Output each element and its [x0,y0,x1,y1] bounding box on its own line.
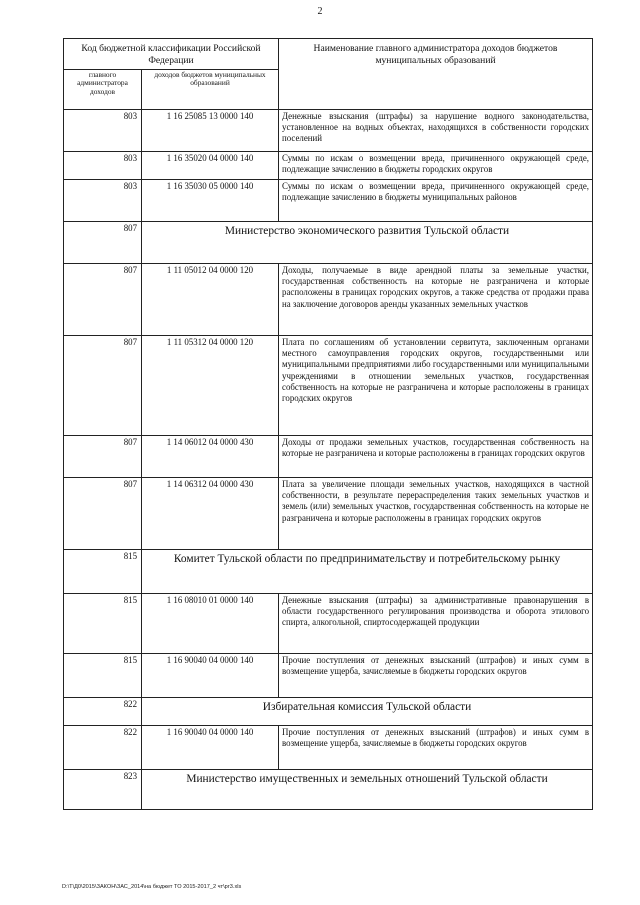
income-name-cell: Доходы, получаемые в виде арендной платы за земельные участки, государственная собственность на которые не разграничена и которые расположены в границах городских округов, а также средства от продажи права на заключение договоров аренды указанных земельных участков [279,263,593,335]
income-name-cell: Доходы от продажи земельных участков, государственная собственность на которые не разграничена и которые расположены в границах городских округов [279,435,593,477]
table-row [64,725,593,769]
admin-code-cell: 815 [64,549,142,593]
section-row [64,697,593,725]
table-row [64,179,593,221]
admin-code-cell: 803 [64,109,142,151]
footer-file-path: D:\Т\Д0\2015\ЗАКОН\ЗАС_2014\на бюджет ТО 2015-2017_2 чт\рг3.xls [62,884,242,890]
classification-code-cell: 1 16 08010 01 0000 140 [142,593,279,653]
table-row [64,435,593,477]
section-row [64,549,593,593]
table-row [64,151,593,179]
section-title: Министерство имущественных и земельных отношений Тульской области [142,769,593,809]
income-subheader: доходов бюджетов муниципальных образований [142,69,279,109]
admin-code-cell: 807 [64,435,142,477]
section-row [64,221,593,263]
name-header: Наименование главного администратора доходов бюджетов муниципальных образований [279,39,593,110]
classification-code-cell: 1 11 05012 04 0000 120 [142,263,279,335]
section-title: Избирательная комиссия Тульской области [142,697,593,725]
admin-code-cell: 823 [64,769,142,809]
budget-classification-table [63,38,593,810]
table-body [64,109,593,809]
admin-code-cell: 822 [64,697,142,725]
income-name-cell: Прочие поступления от денежных взысканий (штрафов) и иных сумм в возмещение ущерба, зачисляемые в бюджеты городских округов [279,725,593,769]
section-row [64,769,593,809]
income-name-cell: Плата по соглашениям об установлении сервитута, заключенным органами местного самоуправления городских округов, государственными или муниципальными предприятиями либо государственными или муниципальными учреждениями в отношении земельных участков, государственная собственность на которые не разграничена и которые расположены в границах городских округов [279,335,593,435]
table-row [64,263,593,335]
page-number: 2 [317,6,323,17]
admin-code-cell: 803 [64,151,142,179]
admin-code-cell: 822 [64,725,142,769]
income-name-cell: Денежные взыскания (штрафы) за нарушение водного законодательства, установленное на водных объектах, находящихся в собственности городских поселений [279,109,593,151]
admin-code-cell: 815 [64,653,142,697]
table-row [64,477,593,549]
income-name-cell: Денежные взыскания (штрафы) за административные правонарушения в области государственного регулирования производства и оборота этилового спирта, алкогольной, спиртосодержащей продукции [279,593,593,653]
admin-subheader: главного администратора доходов [64,69,142,109]
classification-code-cell: 1 16 90040 04 0000 140 [142,653,279,697]
admin-code-cell: 807 [64,477,142,549]
classification-code-cell: 1 16 25085 13 0000 140 [142,109,279,151]
table-row [64,593,593,653]
table-row [64,653,593,697]
admin-code-cell: 807 [64,221,142,263]
admin-code-cell: 807 [64,263,142,335]
classification-code-cell: 1 16 35030 05 0000 140 [142,179,279,221]
table-row [64,109,593,151]
classification-code-cell: 1 16 90040 04 0000 140 [142,725,279,769]
section-title: Министерство экономического развития Тульской области [142,221,593,263]
classification-code-cell: 1 11 05312 04 0000 120 [142,335,279,435]
code-group-header: Код бюджетной классификации Российской Федерации [64,39,279,70]
classification-code-cell: 1 14 06012 04 0000 430 [142,435,279,477]
classification-code-cell: 1 16 35020 04 0000 140 [142,151,279,179]
income-name-cell: Плата за увеличение площади земельных участков, находящихся в частной собственности, в результате перераспределения таких земельных участков и земель (или) земельных участков, государственная собственность на которые не разграничена и которые расположены в границах городских округов [279,477,593,549]
admin-code-cell: 803 [64,179,142,221]
section-title: Комитет Тульской области по предпринимательству и потребительскому рынку [142,549,593,593]
admin-code-cell: 807 [64,335,142,435]
income-name-cell: Суммы по искам о возмещении вреда, причиненного окружающей среде, подлежащие зачислению в бюджеты городских округов [279,151,593,179]
table-row [64,335,593,435]
admin-code-cell: 815 [64,593,142,653]
classification-code-cell: 1 14 06312 04 0000 430 [142,477,279,549]
income-name-cell: Суммы по искам о возмещении вреда, причиненного окружающей среде, подлежащие зачислению в бюджеты муниципальных районов [279,179,593,221]
income-name-cell: Прочие поступления от денежных взысканий (штрафов) и иных сумм в возмещение ущерба, зачисляемые в бюджеты городских округов [279,653,593,697]
